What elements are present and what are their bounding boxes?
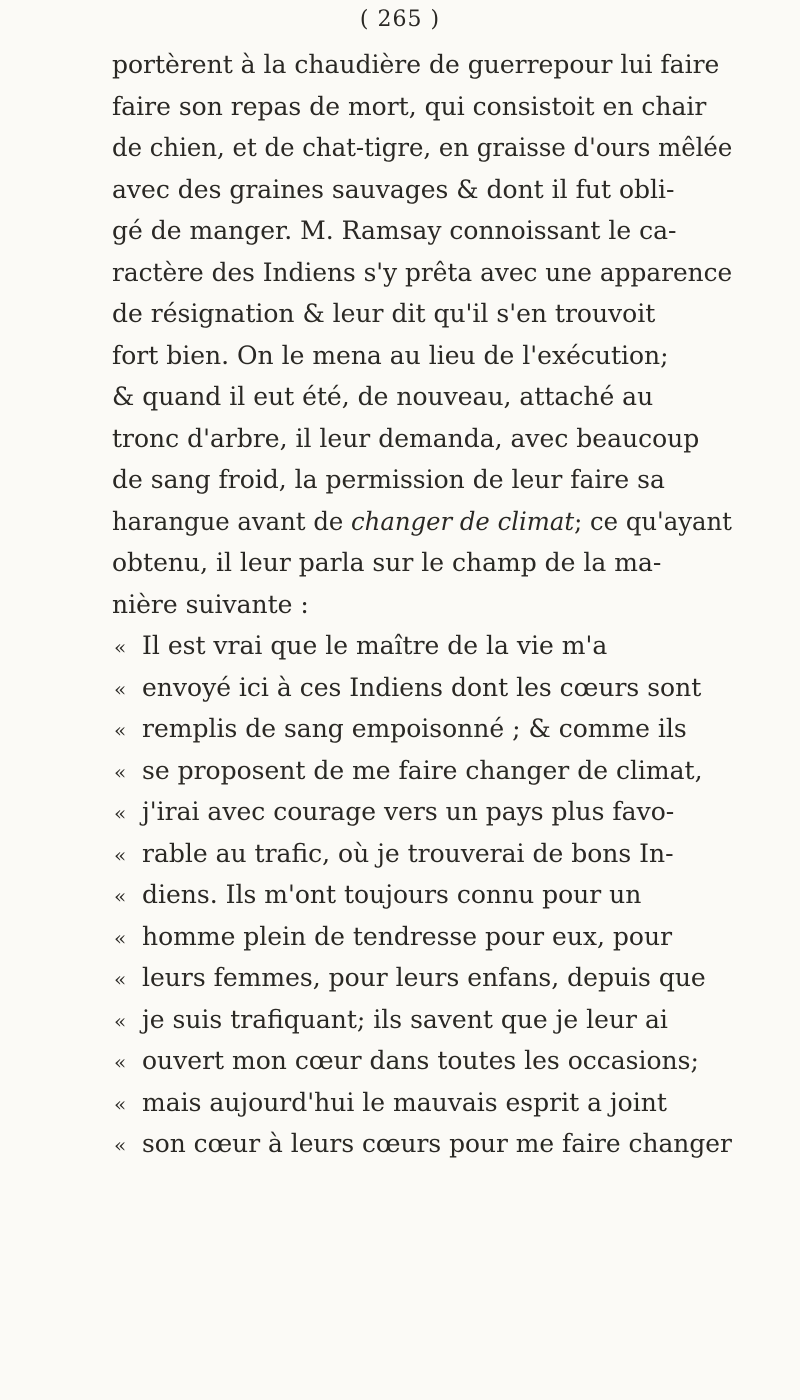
- quote-line: [112, 1123, 732, 1165]
- line-text: faire son repas de mort, qui consistoit en chair: [112, 91, 707, 121]
- text-line: [112, 86, 732, 128]
- line-text: fort bien. On le mena au lieu de l'exécution;: [112, 340, 669, 370]
- text-line: [112, 44, 732, 86]
- quote-line: [112, 957, 732, 999]
- quote-line: [112, 1040, 732, 1082]
- quote-mark: «: [114, 718, 127, 742]
- line-text: nière suivante :: [112, 589, 309, 619]
- quote-mark: «: [114, 925, 127, 950]
- text-line: [112, 459, 732, 501]
- line-text: avec des graines sauvages & dont il fut obli-: [112, 174, 675, 204]
- text-line: [112, 169, 732, 211]
- quote-mark: «: [114, 842, 127, 867]
- text-line: [112, 335, 732, 377]
- text-line: [112, 210, 732, 252]
- body-text: [112, 44, 732, 1165]
- line-text: diens. Ils m'ont toujours connu pour un: [142, 880, 642, 909]
- text-line: [112, 418, 732, 460]
- quote-line: [112, 625, 732, 667]
- line-text: portèrent à la chaudière de guerrepour lui faire: [112, 50, 720, 79]
- line-text-with-italic: harangue avant de changer de climat; ce qu'ayant: [112, 506, 732, 536]
- line-text: gé de manger. M. Ramsay connoissant le ca-: [112, 216, 677, 245]
- text-line: [112, 127, 732, 169]
- quote-line: [112, 874, 732, 916]
- quote-mark: «: [114, 759, 127, 784]
- line-text: remplis de sang empoisonné ; & comme ils: [142, 714, 687, 743]
- text-line: [112, 252, 732, 294]
- line-text: mais aujourd'hui le mauvais esprit a joint: [142, 1087, 667, 1117]
- quote-line: [112, 750, 732, 792]
- quote-mark: «: [114, 635, 127, 659]
- line-text: rable au trafic, où je trouverai de bons In-: [142, 838, 674, 868]
- line-text: leurs femmes, pour leurs enfans, depuis que: [142, 963, 706, 992]
- line-text: & quand il eut été, de nouveau, attaché au: [112, 382, 654, 411]
- quote-mark: «: [114, 1008, 127, 1033]
- line-text: je suis trafiquant; ils savent que je leur ai: [142, 1004, 668, 1034]
- text-line: [112, 542, 732, 584]
- text-line: [112, 501, 732, 543]
- quote-line: [112, 667, 732, 709]
- quote-mark: «: [114, 1133, 127, 1157]
- quote-mark: «: [114, 967, 127, 991]
- line-text: de chien, et de chat-tigre, en graisse d'ours mêlée: [112, 133, 732, 162]
- quote-mark: «: [114, 676, 127, 701]
- quote-line: [112, 916, 732, 958]
- text-line: [112, 376, 732, 418]
- line-text: envoyé ici à ces Indiens dont les cœurs sont: [142, 672, 702, 702]
- line-text: tronc d'arbre, il leur demanda, avec beaucoup: [112, 423, 700, 453]
- quote-line: [112, 708, 732, 750]
- quote-mark: «: [114, 1091, 127, 1116]
- line-text: ouvert mon cœur dans toutes les occasions;: [142, 1046, 699, 1075]
- line-text: de sang froid, la permission de leur faire sa: [112, 465, 665, 494]
- quote-line: [112, 791, 732, 833]
- line-text: se proposent de me faire changer de climat,: [142, 755, 703, 785]
- italic-phrase: changer de climat: [351, 506, 575, 536]
- line-text: Il est vrai que le maître de la vie m'a: [142, 631, 608, 660]
- quote-line: [112, 833, 732, 875]
- line-text: homme plein de tendresse pour eux, pour: [142, 921, 673, 951]
- line-text: son cœur à leurs cœurs pour me faire changer: [142, 1129, 732, 1158]
- quote-mark: «: [114, 801, 127, 825]
- text-line: [112, 293, 732, 335]
- quote-mark: «: [114, 884, 127, 908]
- text-line: [112, 584, 732, 626]
- page-number: ( 265 ): [359, 7, 441, 32]
- line-text: j'irai avec courage vers un pays plus favo-: [142, 797, 675, 826]
- line-text: obtenu, il leur parla sur le champ de la ma-: [112, 548, 662, 577]
- quote-mark: «: [114, 1050, 127, 1074]
- quote-line: [112, 1082, 732, 1124]
- line-text: ractère des Indiens s'y prêta avec une apparence: [112, 257, 732, 287]
- quote-line: [112, 999, 732, 1041]
- line-text: de résignation & leur dit qu'il s'en trouvoit: [112, 299, 656, 328]
